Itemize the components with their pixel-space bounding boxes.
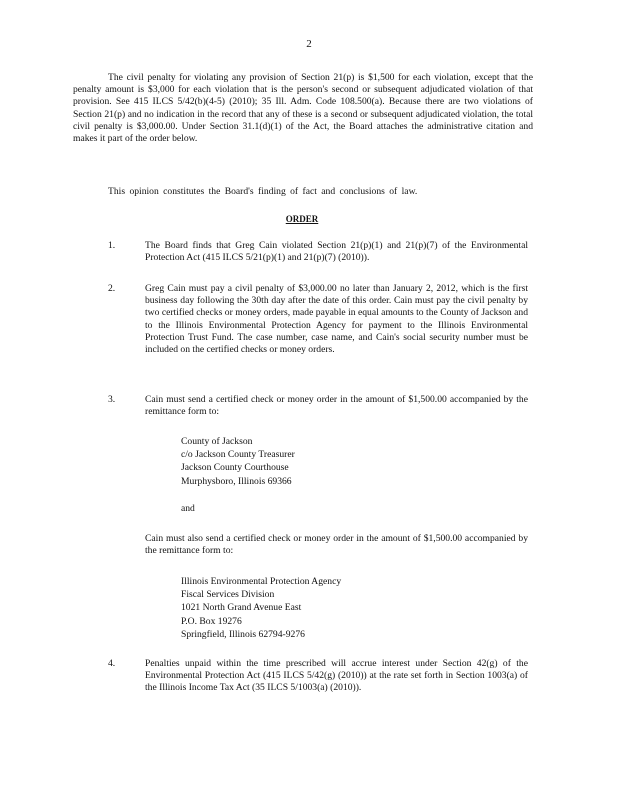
order-item-text: Greg Cain must pay a civil penalty of $3,000.00 no later than January 2, 2012, which is the first business day following the 30th day after the date of this order. Cain must pay the civil penalty by two certified checks or money orders, made payable in equal amounts to the County of Jackson and to the Illinois Environmental Protection Agency for payment to the Illinois Environmental Protection Trust Fund. The case number, case name, and Cain's social security number must be included on the certified checks or money orders. bbox=[145, 283, 528, 356]
order-item-number: 2. bbox=[108, 283, 116, 294]
also-send-paragraph: Cain must also send a certified check or money order in the amount of $1,500.00 accompanied by the remittance form to: bbox=[145, 533, 528, 557]
order-heading-text: ORDER bbox=[285, 214, 319, 224]
address-line: Fiscal Services Division bbox=[181, 589, 275, 601]
address-line: 1021 North Grand Avenue East bbox=[181, 602, 302, 614]
address-line: Jackson County Courthouse bbox=[181, 462, 289, 474]
address-line: P.O. Box 19276 bbox=[181, 615, 242, 627]
address-line: Springfield, Illinois 62794-9276 bbox=[181, 628, 305, 640]
address-line: Illinois Environmental Protection Agency bbox=[181, 576, 342, 587]
order-item-text: Penalties unpaid within the time prescribed will accrue interest under Section 42(g) of the Environmental Protection Act (415 ILCS 5/42(g) (2010)) at the rate set forth in Section 1003(a) of the Illinois Income Tax Act (35 ILCS 5/1003(a) (2010)). bbox=[145, 658, 528, 694]
page-number: 2 bbox=[306, 38, 312, 50]
address-iepa bbox=[181, 575, 341, 641]
address-jackson-county bbox=[181, 435, 295, 488]
intro-paragraph: The civil penalty for violating any provision of Section 21(p) is $1,500 for each violation, except that the penalty amount is $3,000 for each violation that is the person's second or subsequent adjudicated violation of that provision. See 415 ILCS 5/42(b)(4-5) (2010); 35 Ill. Adm. Code 108.500(a). Because there are two violations of Section 21(p) and no indication in the record that any of these is a second or subsequent adjudicated violation, the total civil penalty is $3,000.00. Under Section 31.1(d)(1) of the Act, the Board attaches the administrative citation and makes it part of the order below. bbox=[73, 72, 533, 145]
address-line: Murphysboro, Illinois 69366 bbox=[181, 475, 292, 487]
order-item-number: 3. bbox=[108, 394, 116, 405]
address-line: County of Jackson bbox=[181, 436, 253, 447]
and-text: and bbox=[181, 503, 195, 514]
address-line: c/o Jackson County Treasurer bbox=[181, 449, 295, 461]
opinion-statement: This opinion constitutes the Board's finding of fact and conclusions of law. bbox=[108, 186, 418, 197]
order-item-number: 1. bbox=[108, 240, 116, 251]
order-item-text: The Board finds that Greg Cain violated Section 21(p)(1) and 21(p)(7) of the Environmental Protection Act (415 ILCS 5/21(p)(1) and 21(p)(7) (2010)). bbox=[145, 240, 528, 264]
order-item-text: Cain must send a certified check or money order in the amount of $1,500.00 accompanied by the remittance form to: bbox=[145, 394, 528, 418]
order-item-number: 4. bbox=[108, 658, 116, 669]
order-heading bbox=[0, 214, 618, 224]
